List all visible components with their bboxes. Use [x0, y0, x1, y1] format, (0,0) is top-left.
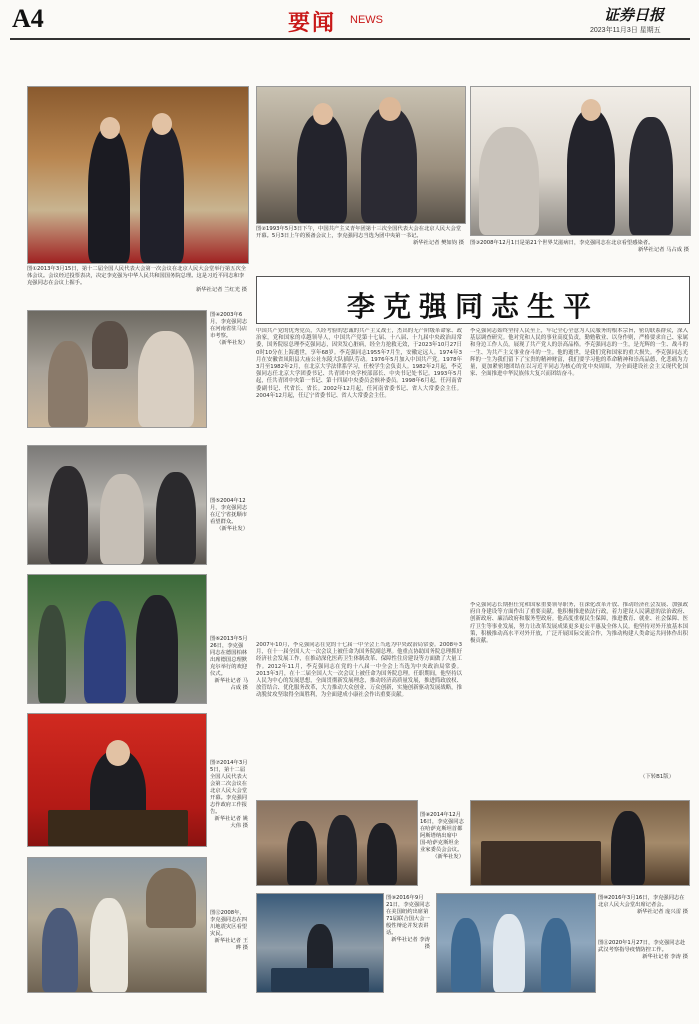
photo-figure [367, 823, 397, 885]
caption-credit: （新华社发） [432, 854, 464, 860]
photo-audience [481, 841, 601, 885]
photo-figure [611, 811, 645, 885]
photo-figure [297, 113, 347, 223]
photo-figure [92, 321, 128, 369]
caption-text: 图⑨2016年9月21日，李克强同志在美国纽约出席第71届联合国大会一般性辩论并发表讲话。 [386, 895, 430, 936]
photo-face [581, 99, 601, 121]
masthead-rule [10, 38, 690, 40]
caption-credit: 新华社记者 李涛 摄 [642, 954, 688, 960]
photo-7 [27, 713, 207, 847]
caption-text: 图⑫2008年，李克强同志在四川地震灾区看望灾民。 [210, 910, 248, 937]
photo-figure [42, 908, 78, 992]
caption-credit: 新华社记者 马占成 摄 [637, 247, 689, 253]
caption-text: 图③2008年12月1日是第21个世界艾滋病日，李克强同志在北京看望感染者。 [470, 240, 654, 246]
photo-face [152, 113, 172, 135]
caption-credit: （新华社发） [216, 526, 248, 532]
photo-figure [140, 123, 184, 263]
photo-face [106, 740, 130, 766]
caption-12 [210, 910, 248, 952]
caption-credit: 新华社记者 李涛 摄 [391, 937, 430, 950]
caption-text: 图⑧2014年12月16日，李克强同志在哈萨克斯坦首都阿斯塔纳出席中国-哈萨克斯坦企业家委员会会议。 [420, 812, 464, 853]
caption-3 [470, 240, 689, 254]
photo-2 [256, 86, 466, 224]
newspaper-logo: 证券日报 [604, 6, 665, 24]
caption-credit: 新华社记者 王晔 摄 [214, 938, 248, 951]
section-title-en: NEWS [350, 14, 383, 26]
photo-figure [48, 466, 88, 564]
photo-11 [436, 893, 596, 993]
photo-3 [470, 86, 691, 236]
photo-1 [27, 86, 249, 264]
photo-6 [27, 574, 207, 704]
photo-face [379, 97, 401, 121]
photo-figure [629, 117, 673, 235]
page-number: A4 [12, 4, 44, 33]
caption-text: 图⑤2004年12月，李克强同志在辽宁省抚顺市看望群众。 [210, 498, 248, 525]
caption-text: 图⑪2020年1月27日，李克强同志赴武汉考察指导疫情防控工作。 [598, 940, 686, 953]
caption-5 [210, 498, 248, 533]
headline: 李克强同志生平 [346, 290, 599, 323]
continued-note: （下转B1版） [640, 774, 675, 780]
photo-figure [361, 107, 417, 223]
caption-10 [598, 895, 688, 916]
caption-text: 图②1993年5月3日下午，中国共产主义青年团第十三次全国代表大会在北京人民大会堂开幕。5月3日上午的预备会议上，李克强同志当选为团中央第一书记。 [256, 226, 462, 239]
photo-figure [88, 127, 130, 263]
section-title: 要闻 [288, 10, 337, 36]
photo-figure [307, 924, 333, 974]
caption-credit: （新华社发） [216, 340, 248, 346]
caption-text: 图④2003年6月，李克强同志在河南省驻马店市考察。 [210, 312, 248, 339]
photo-figure [38, 605, 66, 703]
photo-figure [327, 815, 357, 885]
body-column-1: 中国共产党的优秀党员，久经考验的忠诚的共产主义战士，杰出的无产阶级革命家、政治家，党和国家的卓越领导人，中国共产党第十七届、十八届、十九届中央政治局常委，国务院原总理李克强同志，因突发心脏病，经全力抢救无效，于2023年10月27日0时10分在上海逝世，享年68岁。李克强同志1955年7月生，安徽定远人。1974年3月在安徽省凤阳县大庙公社东陵大队插队劳动。1976年5月加入中国共产党。1978年3月至1982年2月，在北京大学法律系学习，任校学生会负责人。1982年2月起，李克强同志任北京大学团委书记、共青团中央学校部部长、中央书记处书记。1993年5月起，任共青团中央第一书记、第十四届中央委员会候补委员。1998年6月起，任河南省委副书记、代省长、省长。2002年12月起，任河南省委书记、省人大常委会主任。2004年12月起，任辽宁省委书记、省人大常委会主任。 [256, 328, 462, 399]
photo-ruins [146, 868, 196, 928]
photo-figure [90, 898, 128, 992]
caption-credit: 新华社记者 庞兴雷 摄 [636, 909, 688, 915]
photo-figure [541, 918, 571, 992]
body-column-4: 李克强同志长期担任党和国家重要领导职务，在深化改革开放、推动经济社会发展、加强政府自身建设等方面作出了重要贡献。他积极推进依法行政，着力建设人民满意的法治政府、创新政府、廉洁政府和服务型政府。他高度重视民生保障，推进教育、就业、社会保障、医疗卫生等事业发展，努力让改革发展成果更多更公平惠及全体人民。他坚持对外开放基本国策，积极推动高水平对外开放，广泛开展国际交流合作，为推动构建人类命运共同体作出积极贡献。 [470, 602, 688, 645]
caption-text: 图⑥2013年5月26日，李克强同志在德国柏林出席德国总理默克尔举行的欢迎仪式。 [210, 636, 248, 677]
photo-face [100, 117, 120, 139]
caption-9 [386, 895, 430, 951]
caption-credit: 新华社记者 姚大伟 摄 [214, 816, 248, 829]
caption-1 [27, 266, 247, 294]
caption-credit: 新华社记者 樊如钧 摄 [412, 240, 464, 246]
photo-figure [84, 601, 126, 703]
caption-2 [256, 226, 464, 247]
caption-text: 图⑩2016年3月16日，李克强同志在北京人民大会堂出席记者会。 [598, 895, 685, 908]
photo-figure [287, 821, 317, 885]
photo-10 [470, 800, 690, 886]
body-column-2: 2007年10月，李克强同志在党的十七届一中全会上当选为中央政治局常委。2008年3月，在十一届全国人大一次会议上被任命为国务院副总理。他重点协助国务院总理抓好经济社会发展工作，在推动深化医药卫生体制改革、保障性住房建设等方面做了大量工作。2012年11月，李克强同志在党的十八届一中全会上当选为中央政治局常委。2013年3月，在十二届全国人大一次会议上被任命为国务院总理。任职期间，他坚持以人民为中心的发展思想，全面贯彻新发展理念，推动经济高质量发展，推进简政放权、放管结合、优化服务改革，大力推动大众创业、万众创新，实施创新驱动发展战略，推动脱贫攻坚取得全面胜利，为全面建成小康社会作出重要贡献。 [256, 642, 462, 699]
photo-figure [138, 331, 194, 427]
caption-text: 图①2013年3月15日，第十二届全国人民代表大会第一次会议在北京人民大会堂举行第五次全体会议。会议经过投票表决，决定李克强为中华人民共和国国务院总理。这是习近平同志和李克强同志在会议上握手。 [27, 266, 247, 286]
photo-9 [256, 893, 384, 993]
caption-11 [598, 940, 688, 961]
photo-8 [256, 800, 418, 886]
issue-date: 2023年11月3日 星期五 [590, 27, 661, 34]
body-column-3: 李克强同志始终坚持人民至上，牢记全心全意为人民服务的根本宗旨，密切联系群众，深入基层调查研究。他对党和人民的事业高度负责，勤勉敬业、以身作则，严格要求自己、家属和身边工作人员，展现了共产党人的崇高品格。李克强同志的一生，是光辉的一生、战斗的一生、为共产主义事业奋斗的一生。他的逝世，是我们党和国家的重大损失。李克强同志光辉的一生为我们留下了宝贵的精神财富，我们要学习他的革命精神和崇高品德，化悲痛为力量，更加紧密地团结在以习近平同志为核心的党中央周围，为全面建设社会主义现代化国家、全面推进中华民族伟大复兴而团结奋斗。 [470, 328, 688, 378]
photo-figure [156, 472, 196, 564]
caption-6 [210, 636, 248, 692]
photo-figure [136, 595, 178, 703]
headline-box [256, 276, 690, 324]
caption-7 [210, 760, 248, 830]
caption-credit: 新华社记者 马占成 摄 [214, 678, 248, 691]
photo-figure [479, 127, 539, 235]
photo-podium [48, 810, 188, 846]
caption-credit: 新华社记者 兰红光 摄 [195, 287, 247, 293]
photo-4 [27, 310, 207, 428]
photo-figure [451, 918, 481, 992]
photo-podium [271, 968, 369, 992]
photo-figure [48, 341, 88, 427]
caption-4 [210, 312, 248, 347]
photo-5 [27, 445, 207, 565]
caption-8 [420, 812, 464, 861]
photo-12 [27, 857, 207, 993]
photo-figure [100, 474, 144, 564]
photo-figure [493, 914, 525, 992]
photo-face [313, 103, 333, 125]
photo-figure [567, 109, 615, 235]
caption-text: 图⑦2014年3月5日，第十二届全国人民代表大会第二次会议在北京人民大会堂开幕。李克强同志作政府工作报告。 [210, 760, 248, 815]
